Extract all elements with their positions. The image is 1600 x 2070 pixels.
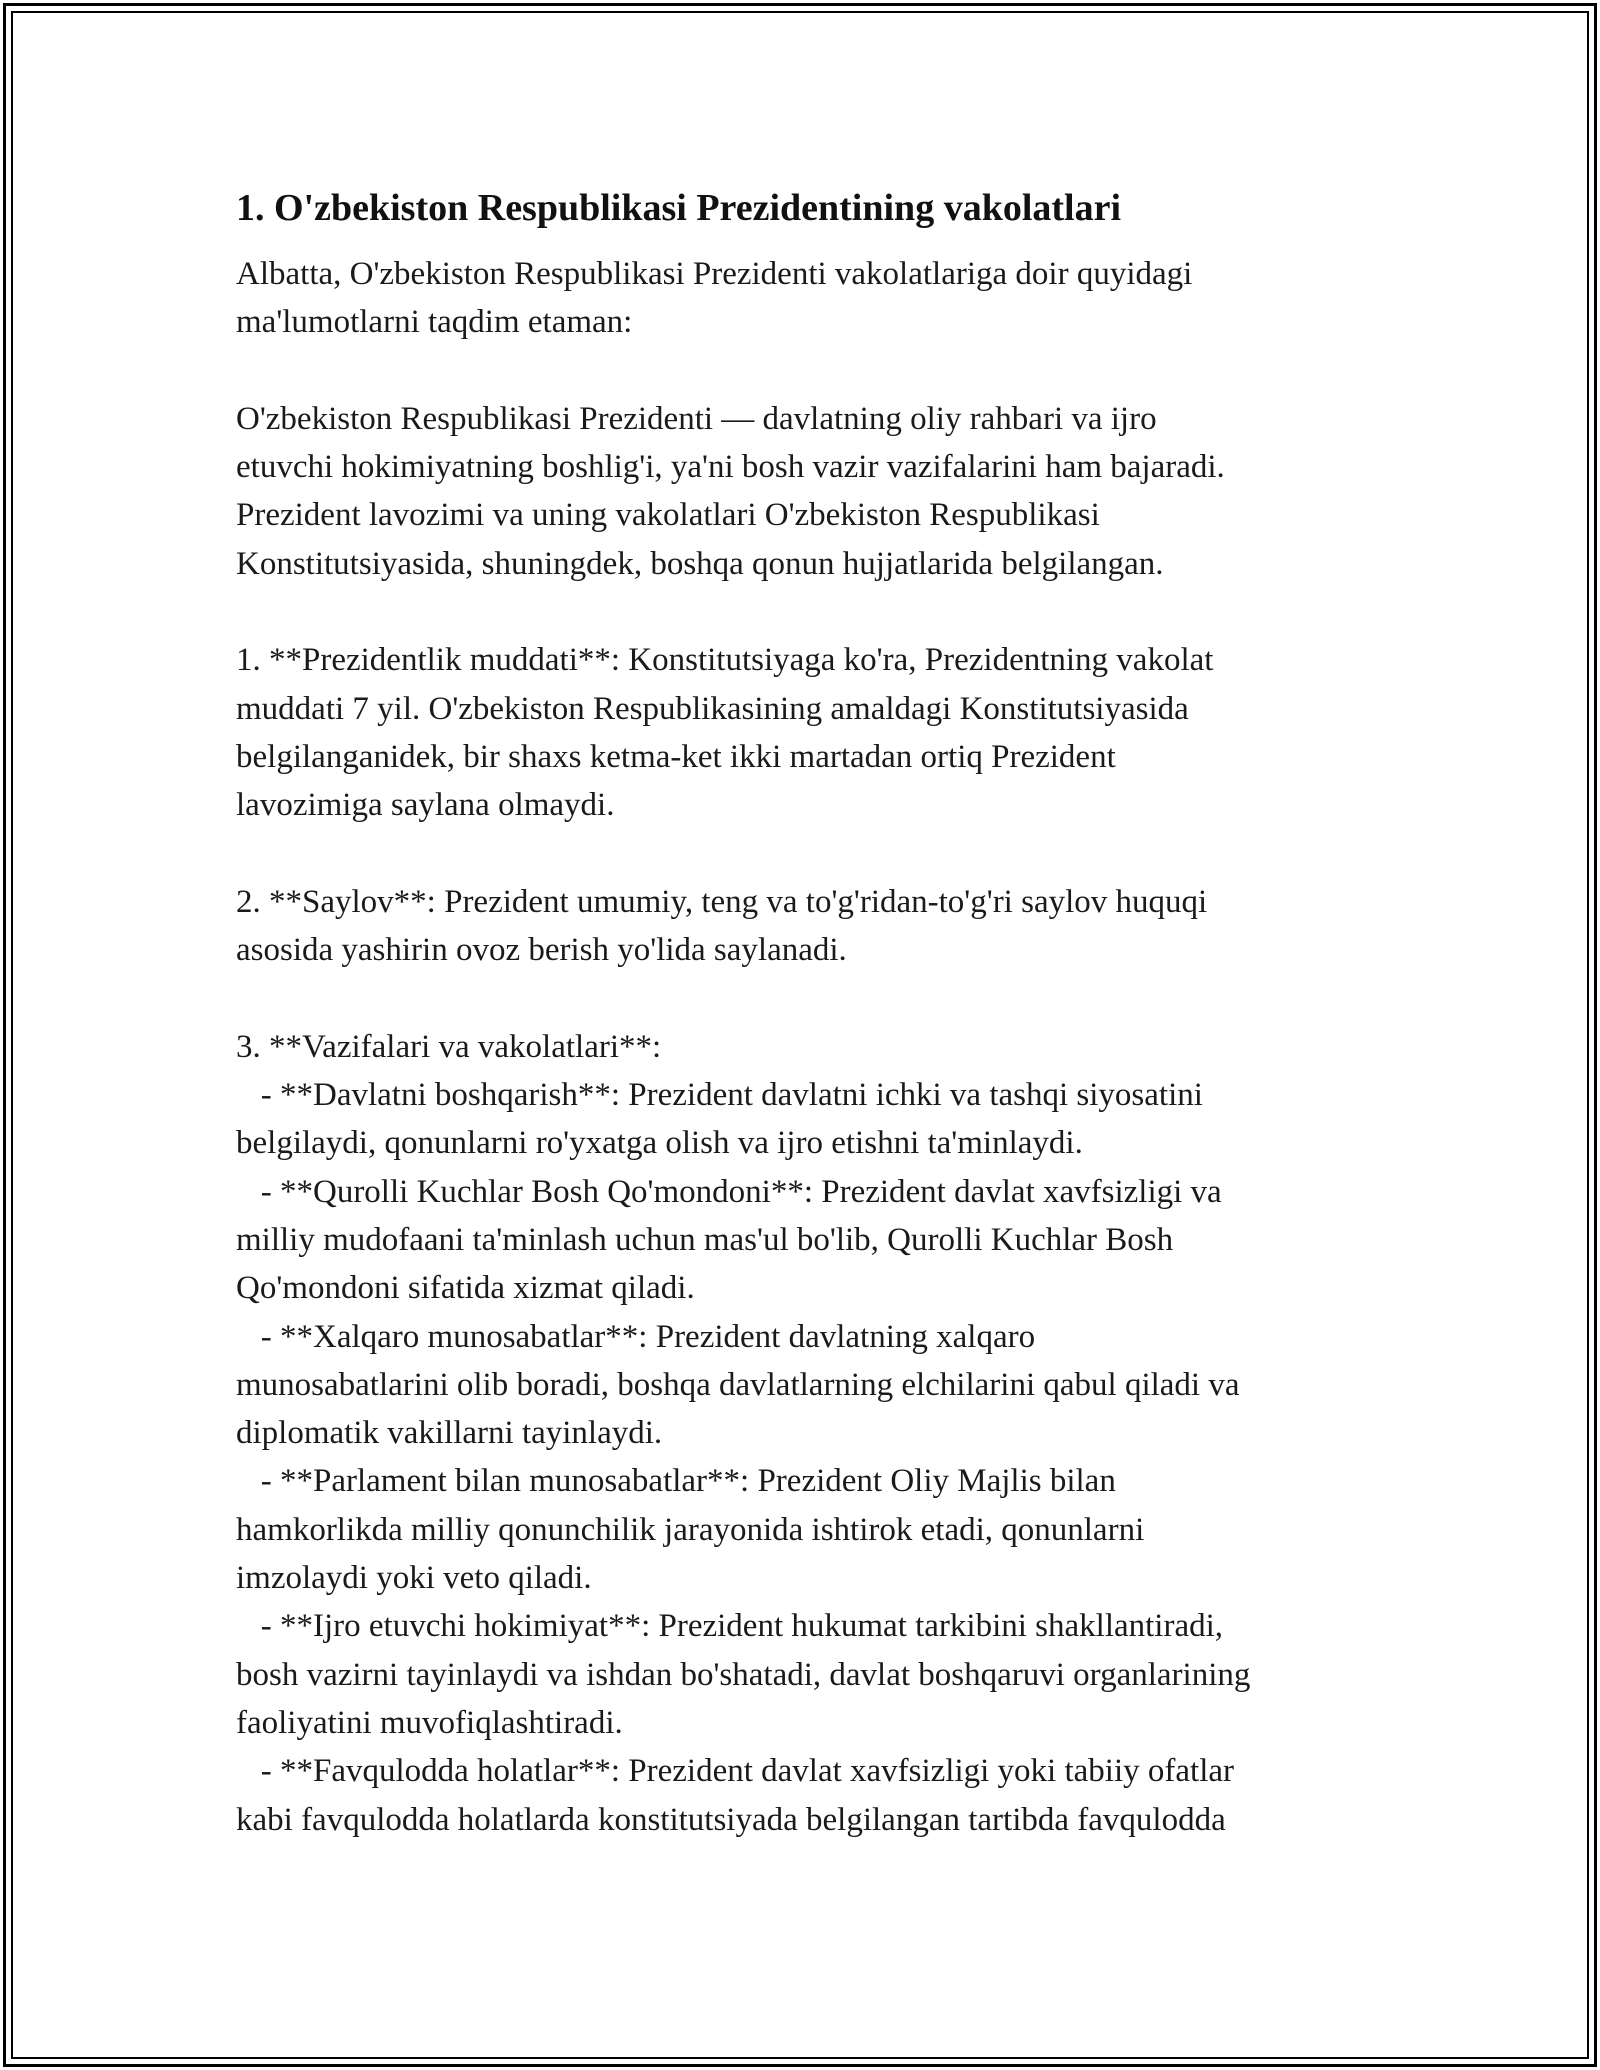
- document-body: [236, 184, 1366, 1844]
- election-paragraph: 2. **Saylov**: Prezident umumiy, teng va to'g'ridan-to'g'ri saylov huquqi asosida yashirin ovoz berish yo'lida saylanadi.: [236, 883, 1208, 969]
- duties-paragraph: 3. **Vazifalari va vakolatlari**: - **Davlatni boshqarish**: Prezident davlatni ichki va tashqi siyosatini belgilaydi, qonunlarni ro'yxatga olish va ijro etishni ta'minlaydi. - **Qurolli Kuchlar Bosh Qo'mondoni**: Prezident davlat xavfsizligi va milliy mudofaani ta'minlash uchun mas'ul bo'lib, Qurolli Kuchlar Bosh Qo'mondoni sifatida xizmat qiladi. - **Xalqaro munosabatlar**: Prezident davlatning xalqaro munosabatlarini olib boradi, boshqa davlatlarning elchilarini qabul qiladi va diplomatik vakillarni tayinlaydi. - **Parlament bilan munosabatlar**: Prezident Oliy Majlis bilan hamkorlikda milliy qonunchilik jarayonida ishtirok etadi, qonunlarni imzolaydi yoki veto qiladi. - **Ijro etuvchi hokimiyat**: Prezident hukumat tarkibini shakllantiradi, bosh vazirni tayinlaydi va ishdan bo'shatadi, davlat boshqaruvi organlarining faoliyatini muvofiqlashtiradi. - **Favqulodda holatlar**: Prezident davlat xavfsizligi yoki tabiiy ofatlar kabi favqulodda holatlarda konstitutsiyada belgilangan tartibda favqulodda: [236, 1028, 1251, 1838]
- paragraph-spacer: [236, 347, 1366, 395]
- paragraph-spacer: [236, 974, 1366, 1022]
- paragraph-spacer: [236, 830, 1366, 878]
- term-paragraph: 1. **Prezidentlik muddati**: Konstitutsiyaga ko'ra, Prezidentning vakolat muddati 7 yil. O'zbekiston Respublikasining amaldagi Konstitutsiyasida belgilanganidek, bir shaxs ketma-ket ikki martadan ortiq Prezident lavozimiga saylana olmaydi.: [236, 642, 1214, 824]
- overview-paragraph: O'zbekiston Respublikasi Prezidenti — davlatning oliy rahbari va ijro etuvchi hokimiyatning boshlig'i, ya'ni bosh vazir vazifalarini ham bajaradi. Prezident lavozimi va uning vakolatlari O'zbekiston Respublikasi Konstitutsiyasida, shuningdek, boshqa qonun hujjatlarida belgilangan.: [236, 400, 1225, 582]
- paragraph-spacer: [236, 588, 1366, 636]
- document-heading: 1. O'zbekiston Respublikasi Prezidentining vakolatlari: [236, 187, 1122, 229]
- intro-paragraph: Albatta, O'zbekiston Respublikasi Prezidenti vakolatlariga doir quyidagi ma'lumotlarni taqdim etaman:: [236, 256, 1193, 341]
